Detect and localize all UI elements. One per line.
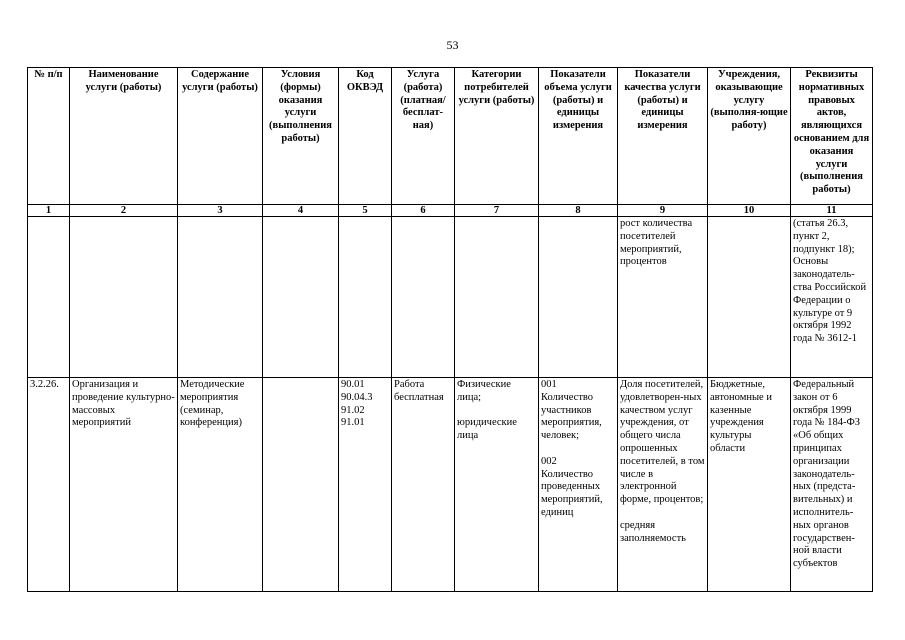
table-row — [28, 378, 873, 592]
table-cell: рост количества посетителей мероприятий, процентов — [618, 217, 708, 378]
column-number: 3 — [178, 205, 263, 217]
table-cell — [70, 217, 178, 378]
table-cell: (статья 26.3, пункт 2, подпункт 18); Основы законодатель-ства Российской Федерации о культуре от 9 октября 1992 года № 3612-1 — [791, 217, 873, 378]
header-cell: Содержание услуги (работы) — [178, 68, 263, 205]
table-cell — [455, 217, 539, 378]
table-cell: 001 Количество участников мероприятия, человек; 002 Количество проведенных мероприятий, единиц — [539, 378, 618, 592]
header-cell: № п/п — [28, 68, 70, 205]
header-cell: Учреждения, оказывающие услугу (выполня-ющие работу) — [708, 68, 791, 205]
header-cell: Условия (формы) оказания услуги (выполнения работы) — [263, 68, 339, 205]
table-cell — [263, 378, 339, 592]
header-cell: Показатели объема услуги (работы) и единицы измерения — [539, 68, 618, 205]
column-number: 5 — [339, 205, 392, 217]
column-number: 4 — [263, 205, 339, 217]
header-row — [28, 68, 873, 205]
header-cell: Услуга (работа) (платная/ бесплат-ная) — [392, 68, 455, 205]
header-cell: Реквизиты нормативных правовых актов, являющихся основанием для оказания услуги (выполнения работы) — [791, 68, 873, 205]
column-number: 11 — [791, 205, 873, 217]
table-cell — [28, 217, 70, 378]
table-cell — [263, 217, 339, 378]
header-cell: Наименование услуги (работы) — [70, 68, 178, 205]
table-cell: Работа бесплатная — [392, 378, 455, 592]
header-cell: Показатели качества услуги (работы) и единицы измерения — [618, 68, 708, 205]
table-cell — [708, 217, 791, 378]
column-number: 2 — [70, 205, 178, 217]
page-number: 53 — [446, 38, 459, 52]
table-row — [28, 217, 873, 378]
column-number: 10 — [708, 205, 791, 217]
services-table — [27, 67, 873, 592]
table-cell: Методические мероприятия (семинар, конференция) — [178, 378, 263, 592]
column-number: 6 — [392, 205, 455, 217]
table-cell: 90.01 90.04.3 91.02 91.01 — [339, 378, 392, 592]
column-number: 1 — [28, 205, 70, 217]
column-number: 7 — [455, 205, 539, 217]
table-cell — [392, 217, 455, 378]
header-cell: Код ОКВЭД — [339, 68, 392, 205]
table-cell — [539, 217, 618, 378]
table-cell: Доля посетителей, удовлетворен-ных качеством услуг учреждения, от общего числа опрошенных посетителей, в том числе в электронной форме, процентов; средняя заполняемость — [618, 378, 708, 592]
table-cell: 3.2.26. — [28, 378, 70, 592]
table-cell: Физические лица; юридические лица — [455, 378, 539, 592]
table-cell — [178, 217, 263, 378]
column-number: 8 — [539, 205, 618, 217]
table-cell: Организация и проведение культурно-массовых мероприятий — [70, 378, 178, 592]
column-number-row — [28, 205, 873, 217]
table-cell — [339, 217, 392, 378]
table-cell: Бюджетные, автономные и казенные учреждения культуры области — [708, 378, 791, 592]
column-number: 9 — [618, 205, 708, 217]
table-cell: Федеральный закон от 6 октября 1999 года № 184-ФЗ «Об общих принципах организации законодатель-ных (предста-вительных) и исполнитель-ных органов государствен-ной власти субъектов — [791, 378, 873, 592]
header-cell: Категории потребителей услуги (работы) — [455, 68, 539, 205]
